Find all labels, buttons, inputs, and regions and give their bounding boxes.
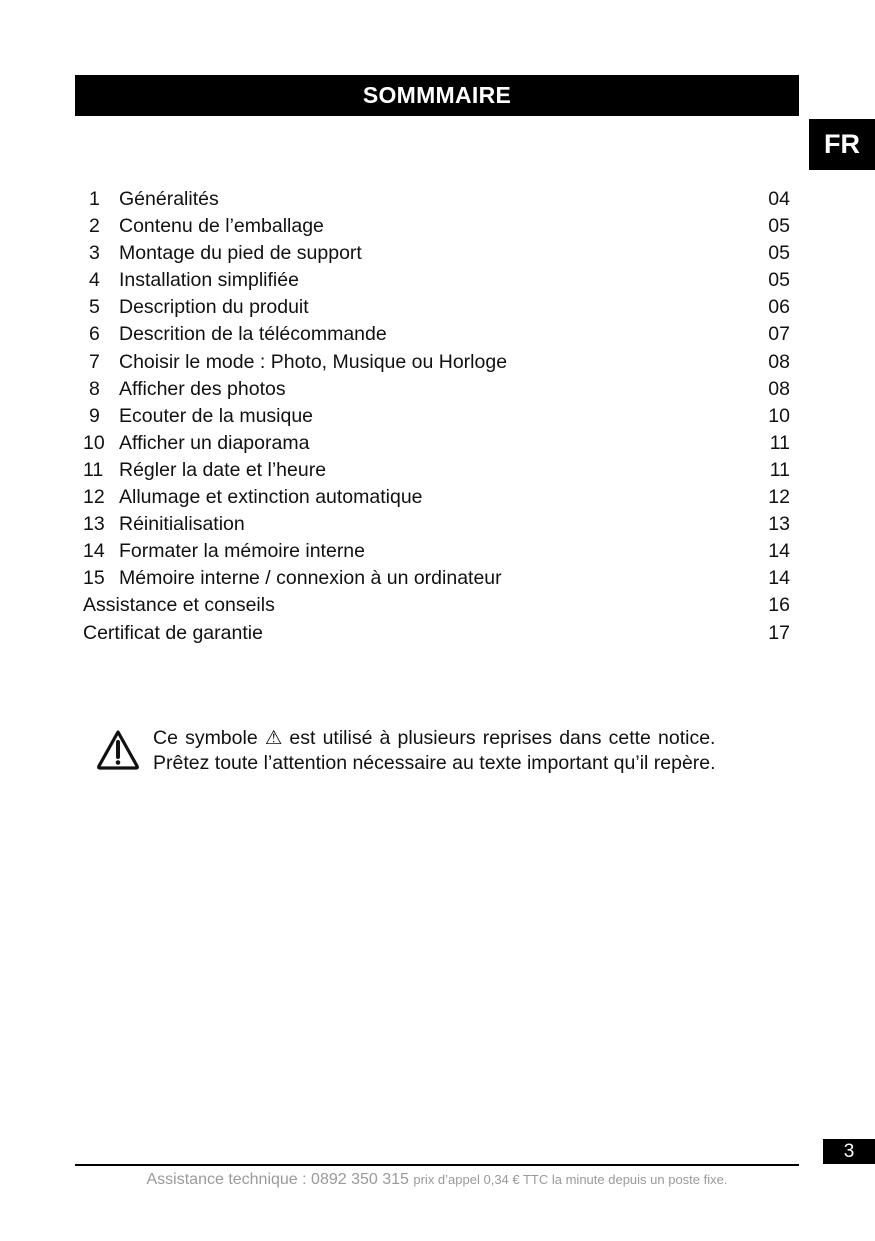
- toc-entry-label: Généralités: [119, 188, 219, 210]
- toc-entry-page: 08: [768, 377, 790, 400]
- toc-entry-page: 11: [769, 458, 790, 481]
- toc-entry: [83, 376, 790, 403]
- toc-entry-page: 06: [768, 296, 790, 319]
- toc-entry: [83, 213, 790, 240]
- toc-entry-label: Montage du pied de support: [119, 242, 362, 265]
- notice-word: dans: [559, 727, 602, 749]
- notice-word: symbole: [185, 727, 258, 749]
- notice-word: notice.: [658, 727, 716, 749]
- toc-entry: [83, 349, 790, 376]
- toc-entry-label: Assistance et conseils: [83, 594, 275, 617]
- inline-warning-icon: ⚠: [264, 727, 283, 749]
- toc-entry-page: 05: [768, 269, 790, 292]
- toc-entry-page: 11: [769, 431, 790, 454]
- notice-word: Ce: [153, 727, 178, 749]
- toc-entry-page: 16: [768, 594, 790, 617]
- toc-entry-number: 13: [83, 513, 105, 536]
- notice-text: [153, 726, 716, 776]
- toc-entry: [83, 620, 790, 647]
- toc-entry-page: 13: [768, 513, 790, 536]
- toc-entry-label: Ecouter de la musique: [119, 404, 314, 427]
- footer-price-note: prix d’appel 0,34 € TTC la minute depuis un poste fixe.: [413, 1172, 728, 1187]
- toc-entry-label: Formater la mémoire interne: [119, 540, 365, 563]
- toc-entry-label: Réinitialisation: [119, 513, 245, 536]
- page-number: 3: [823, 1139, 875, 1164]
- notice-word: cette: [608, 727, 651, 749]
- toc-entry-label: Certificat de garantie: [83, 621, 263, 644]
- toc-entry-page: 12: [768, 486, 790, 509]
- toc-entry-label: Choisir le mode : Photo, Musique ou Horloge: [119, 350, 508, 373]
- toc-entry-label: Régler la date et l’heure: [119, 458, 327, 481]
- toc-entry-page: 14: [768, 540, 790, 563]
- toc-entry-number: 5: [89, 296, 100, 319]
- notice-word: à: [379, 727, 391, 749]
- toc-entry: [83, 511, 790, 538]
- toc-entry: [83, 430, 790, 457]
- toc-entry-number: 1: [89, 188, 100, 210]
- toc-entry-number: 11: [83, 458, 104, 481]
- notice-word: est: [289, 727, 316, 749]
- toc-entry: [83, 592, 790, 619]
- toc-entry: [83, 267, 790, 294]
- table-of-contents: [83, 186, 790, 647]
- notice-word: plusieurs: [397, 727, 476, 749]
- toc-entry-number: 14: [83, 540, 105, 563]
- toc-entry: [83, 294, 790, 321]
- toc-entry-number: 7: [89, 350, 100, 373]
- language-tab: FR: [809, 119, 875, 170]
- toc-entry: [83, 565, 790, 592]
- toc-entry-label: Contenu de l’emballage: [119, 215, 324, 238]
- toc-entry-number: 9: [89, 404, 100, 427]
- warning-triangle-icon: [96, 728, 140, 772]
- toc-entry-page: 14: [768, 567, 790, 590]
- toc-entry-number: 15: [83, 567, 105, 590]
- toc-entry: [83, 457, 790, 484]
- toc-entry-label: Allumage et extinction automatique: [119, 486, 423, 509]
- notice-line-2: Prêtez toute l’attention nécessaire au texte important qu’il repère.: [153, 752, 716, 774]
- toc-entry-page: 17: [768, 621, 790, 644]
- toc-entry-label: Installation simplifiée: [119, 269, 299, 292]
- toc-entry-number: 2: [89, 215, 100, 238]
- toc-entry-page: 10: [768, 404, 790, 427]
- notice-word: reprises: [482, 727, 553, 749]
- toc-entry-page: 04: [768, 188, 790, 210]
- toc-entry: [83, 403, 790, 430]
- page-title: SOMMMAIRE: [75, 75, 799, 116]
- toc-entry-label: Afficher des photos: [119, 377, 286, 400]
- toc-entry-page: 05: [768, 215, 790, 238]
- toc-entry: [83, 484, 790, 511]
- notice-word: utilisé: [322, 727, 373, 749]
- toc-entry-number: 10: [83, 431, 105, 454]
- toc-entry: [83, 538, 790, 565]
- toc-entry: [83, 321, 790, 348]
- toc-entry-page: 07: [768, 323, 790, 346]
- toc-entry: [83, 186, 790, 213]
- footer: [75, 1171, 799, 1189]
- toc-entry-number: 6: [89, 323, 100, 346]
- footer-divider: [75, 1164, 799, 1166]
- toc-entry-label: Descrition de la télécommande: [119, 323, 387, 346]
- toc-entry-number: 3: [89, 242, 100, 265]
- toc-entry-label: Afficher un diaporama: [119, 431, 310, 454]
- toc-entry-number: 4: [89, 269, 100, 292]
- toc-entry-page: 05: [768, 242, 790, 265]
- toc-entry-number: 12: [83, 486, 105, 509]
- warning-notice: [96, 726, 761, 776]
- toc-entry-page: 08: [768, 350, 790, 373]
- toc-entry-label: Description du produit: [119, 296, 309, 319]
- notice-line-1: [153, 726, 716, 751]
- toc-entry: [83, 240, 790, 267]
- footer-support-line: Assistance technique : 0892 350 315: [146, 1171, 409, 1188]
- toc-entry-label: Mémoire interne / connexion à un ordinateur: [119, 567, 502, 590]
- toc-entry-number: 8: [89, 377, 100, 400]
